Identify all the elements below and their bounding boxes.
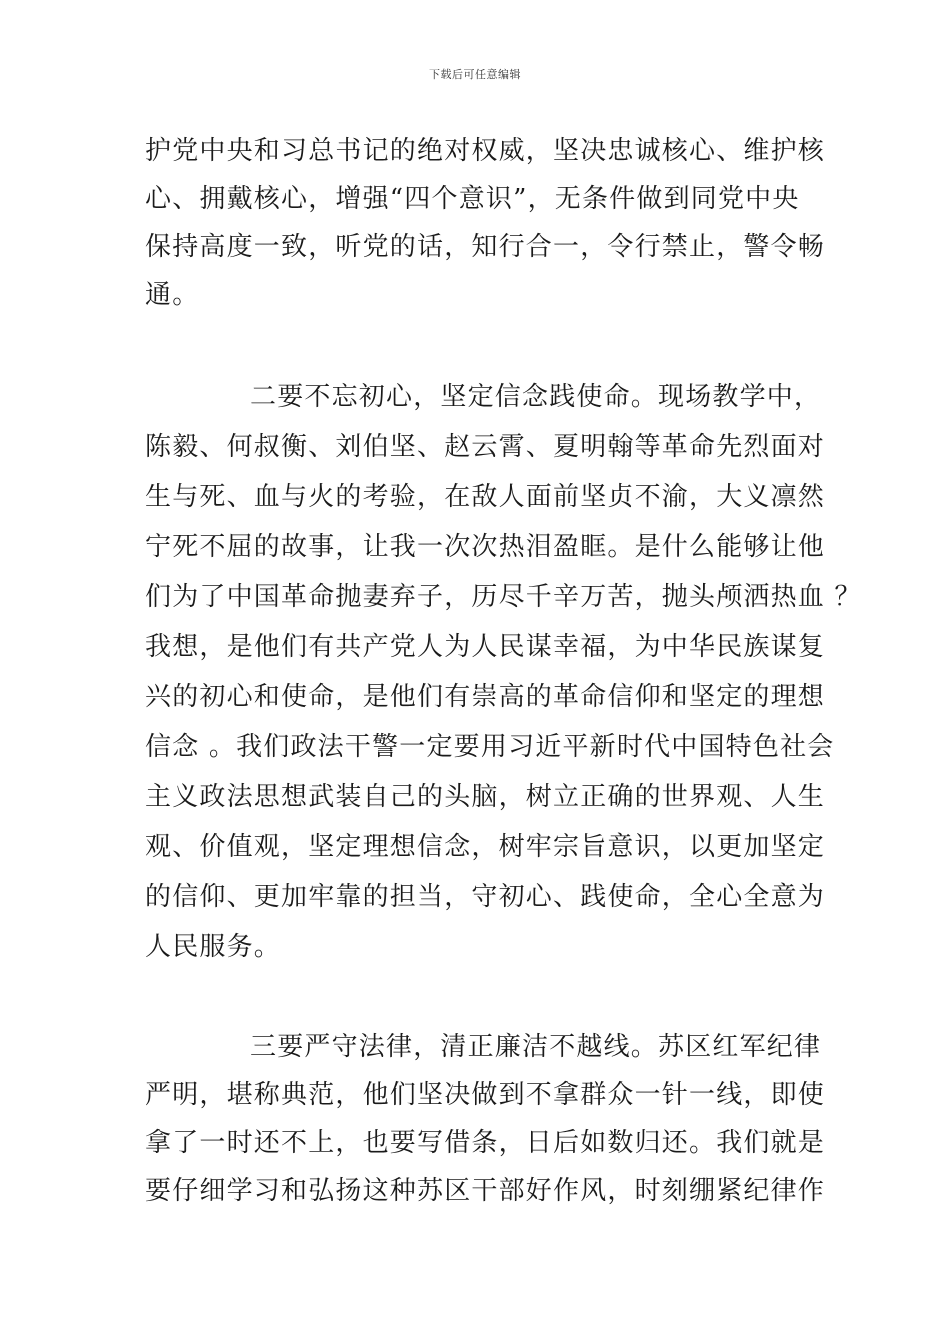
paragraph-2-line-4: 宁死不屈的故事，让我一次次热泪盈眶。是什么能够让他 bbox=[145, 532, 826, 562]
paragraph-3-line-2: 严明，堪称典范，他们坚决做到不拿群众一针一线，即使 bbox=[145, 1080, 826, 1110]
paragraph-1-line-1: 护党中央和习总书记的绝对权威，坚决忠诚核心、维护核 bbox=[145, 136, 826, 166]
paragraph-1-line-3: 保持高度一致，听党的话，知行合一，令行禁止，警令畅 bbox=[145, 232, 826, 262]
paragraph-1-line-4: 通。 bbox=[145, 280, 200, 310]
paragraph-2-line-12: 人民服务。 bbox=[145, 932, 282, 962]
paragraph-2-line-6: 我想，是他们有共产党人为人民谋幸福，为中华民族谋复 bbox=[145, 632, 826, 662]
paragraph-2-line-1: 二要不忘初心，坚定信念践使命。现场教学中， bbox=[250, 382, 822, 412]
paragraph-2-line-9: 主义政法思想武装自己的头脑，树立正确的世界观、人生 bbox=[145, 782, 826, 812]
paragraph-2-line-8: 信念 。我们政法干警一定要用习近平新时代中国特色社会 bbox=[145, 732, 835, 762]
paragraph-3-line-3: 拿了一时还不上，也要写借条，日后如数归还。我们就是 bbox=[145, 1128, 826, 1158]
header-note: 下载后可任意编辑 bbox=[429, 68, 521, 81]
paragraph-2-line-3: 生与死、血与火的考验，在敌人面前坚贞不渝，大义凛然 bbox=[145, 482, 826, 512]
paragraph-2-line-10: 观、价值观，坚定理想信念，树牢宗旨意识，以更加坚定 bbox=[145, 832, 826, 862]
paragraph-2-line-5: 们为了中国革命抛妻弃子，历尽千辛万苦，抛头颅洒热血 ？ bbox=[145, 582, 862, 612]
paragraph-1-line-2: 心、拥戴核心，增强“四个意识”，无条件做到同党中央 bbox=[145, 184, 800, 214]
paragraph-2-line-11: 的信仰、更加牢靠的担当，守初心、践使命，全心全意为 bbox=[145, 882, 826, 912]
paragraph-3-line-1: 三要严守法律，清正廉洁不越线。苏区红军纪律 bbox=[250, 1032, 822, 1062]
paragraph-2-line-2: 陈毅、何叔衡、刘伯坚、赵云霄、夏明翰等革命先烈面对 bbox=[145, 432, 826, 462]
paragraph-3-line-4: 要仔细学习和弘扬这种苏区干部好作风，时刻绷紧纪律作 bbox=[145, 1176, 826, 1206]
paragraph-2-line-7: 兴的初心和使命，是他们有崇高的革命信仰和坚定的理想 bbox=[145, 682, 826, 712]
